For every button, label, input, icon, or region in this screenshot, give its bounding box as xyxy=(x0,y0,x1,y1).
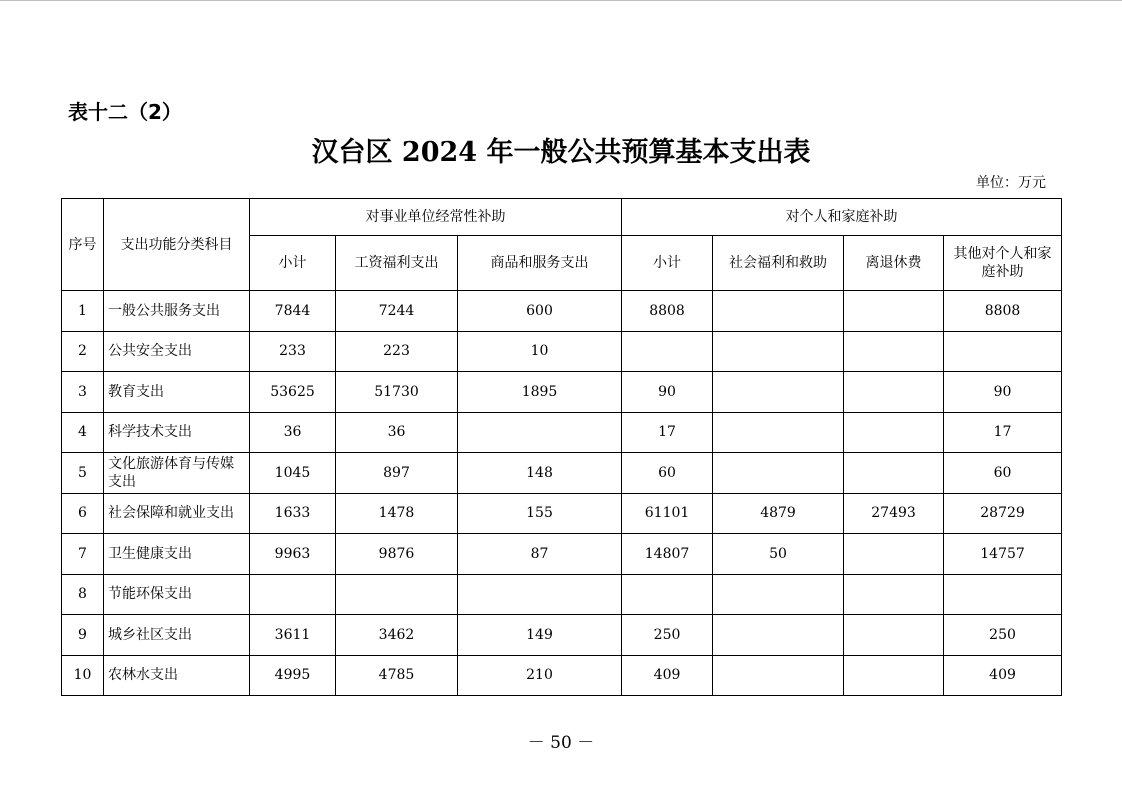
cell-value xyxy=(844,331,944,372)
col-header: 商品和服务支出 xyxy=(458,236,622,291)
cell-value: 8808 xyxy=(944,291,1062,332)
cell-value: 90 xyxy=(944,372,1062,413)
cell-value: 600 xyxy=(458,291,622,332)
header-row-1 xyxy=(62,199,1062,236)
cell-value: 210 xyxy=(458,655,622,696)
cell-value: 28729 xyxy=(944,493,1062,534)
row-index: 3 xyxy=(62,372,104,413)
cell-value xyxy=(713,655,844,696)
row-index: 1 xyxy=(62,291,104,332)
cell-value: 8808 xyxy=(622,291,713,332)
row-index: 6 xyxy=(62,493,104,534)
cell-value: 9876 xyxy=(336,534,458,575)
col-header: 小计 xyxy=(250,236,336,291)
row-subject: 公共安全支出 xyxy=(104,331,250,372)
page-title: 汉台区 2024 年一般公共预算基本支出表 xyxy=(311,137,811,168)
cell-value xyxy=(622,331,713,372)
table-row xyxy=(62,615,1062,656)
cell-value: 9963 xyxy=(250,534,336,575)
row-index: 9 xyxy=(62,615,104,656)
unit-note: 单位：万元 xyxy=(976,175,1046,191)
table-row xyxy=(62,453,1062,494)
cell-value: 36 xyxy=(336,412,458,453)
cell-value: 17 xyxy=(944,412,1062,453)
table-row xyxy=(62,655,1062,696)
row-index: 5 xyxy=(62,453,104,494)
table-row xyxy=(62,291,1062,332)
cell-value: 1478 xyxy=(336,493,458,534)
cell-value: 61101 xyxy=(622,493,713,534)
cell-value xyxy=(844,655,944,696)
cell-value: 53625 xyxy=(250,372,336,413)
cell-value: 1895 xyxy=(458,372,622,413)
table-row xyxy=(62,534,1062,575)
cell-value xyxy=(713,372,844,413)
cell-value: 7244 xyxy=(336,291,458,332)
table-body xyxy=(62,291,1062,696)
row-subject: 一般公共服务支出 xyxy=(104,291,250,332)
cell-value xyxy=(944,574,1062,615)
row-index: 2 xyxy=(62,331,104,372)
cell-value xyxy=(844,291,944,332)
row-index: 4 xyxy=(62,412,104,453)
table-row xyxy=(62,412,1062,453)
subject-header: 支出功能分类科目 xyxy=(104,199,250,291)
page-top-rule xyxy=(0,0,1122,1)
cell-value xyxy=(944,331,1062,372)
cell-value: 233 xyxy=(250,331,336,372)
cell-value xyxy=(336,574,458,615)
cell-value: 51730 xyxy=(336,372,458,413)
cell-value xyxy=(713,574,844,615)
cell-value: 14757 xyxy=(944,534,1062,575)
row-subject: 文化旅游体育与传媒支出 xyxy=(104,453,250,494)
table-label: 表十二（2） xyxy=(68,100,182,124)
cell-value xyxy=(622,574,713,615)
cell-value: 223 xyxy=(336,331,458,372)
cell-value xyxy=(458,574,622,615)
cell-value: 3462 xyxy=(336,615,458,656)
row-subject: 城乡社区支出 xyxy=(104,615,250,656)
col-header: 社会福利和救助 xyxy=(713,236,844,291)
row-subject: 社会保障和就业支出 xyxy=(104,493,250,534)
page-number: － 50 － xyxy=(527,733,595,753)
table-row xyxy=(62,372,1062,413)
cell-value: 155 xyxy=(458,493,622,534)
cell-value: 14807 xyxy=(622,534,713,575)
table-row xyxy=(62,493,1062,534)
seq-header: 序号 xyxy=(62,199,104,291)
cell-value: 87 xyxy=(458,534,622,575)
cell-value xyxy=(844,412,944,453)
cell-value: 1045 xyxy=(250,453,336,494)
row-index: 8 xyxy=(62,574,104,615)
cell-value: 409 xyxy=(622,655,713,696)
cell-value xyxy=(844,372,944,413)
cell-value: 409 xyxy=(944,655,1062,696)
cell-value: 250 xyxy=(622,615,713,656)
cell-value: 1633 xyxy=(250,493,336,534)
cell-value: 148 xyxy=(458,453,622,494)
cell-value: 4785 xyxy=(336,655,458,696)
cell-value: 7844 xyxy=(250,291,336,332)
row-subject: 卫生健康支出 xyxy=(104,534,250,575)
cell-value: 60 xyxy=(944,453,1062,494)
cell-value: 897 xyxy=(336,453,458,494)
row-subject: 科学技术支出 xyxy=(104,412,250,453)
cell-value: 10 xyxy=(458,331,622,372)
cell-value: 4995 xyxy=(250,655,336,696)
cell-value xyxy=(713,615,844,656)
row-index: 10 xyxy=(62,655,104,696)
cell-value: 149 xyxy=(458,615,622,656)
cell-value: 27493 xyxy=(844,493,944,534)
group-header-household-subsidy: 对个人和家庭补助 xyxy=(622,199,1062,236)
cell-value: 90 xyxy=(622,372,713,413)
cell-value xyxy=(713,291,844,332)
cell-value xyxy=(844,615,944,656)
col-header: 其他对个人和家庭补助 xyxy=(944,236,1062,291)
row-index: 7 xyxy=(62,534,104,575)
row-subject: 农林水支出 xyxy=(104,655,250,696)
col-header: 工资福利支出 xyxy=(336,236,458,291)
cell-value xyxy=(458,412,622,453)
cell-value: 17 xyxy=(622,412,713,453)
cell-value: 4879 xyxy=(713,493,844,534)
budget-table xyxy=(61,198,1062,696)
table-row xyxy=(62,331,1062,372)
cell-value: 250 xyxy=(944,615,1062,656)
cell-value xyxy=(713,331,844,372)
col-header: 小计 xyxy=(622,236,713,291)
cell-value xyxy=(844,453,944,494)
cell-value: 36 xyxy=(250,412,336,453)
cell-value xyxy=(844,534,944,575)
cell-value: 50 xyxy=(713,534,844,575)
row-subject: 节能环保支出 xyxy=(104,574,250,615)
group-header-institution-subsidy: 对事业单位经常性补助 xyxy=(250,199,622,236)
cell-value: 60 xyxy=(622,453,713,494)
cell-value: 3611 xyxy=(250,615,336,656)
row-subject: 教育支出 xyxy=(104,372,250,413)
cell-value xyxy=(250,574,336,615)
cell-value xyxy=(713,453,844,494)
cell-value xyxy=(713,412,844,453)
cell-value xyxy=(844,574,944,615)
table-row xyxy=(62,574,1062,615)
col-header: 离退休费 xyxy=(844,236,944,291)
